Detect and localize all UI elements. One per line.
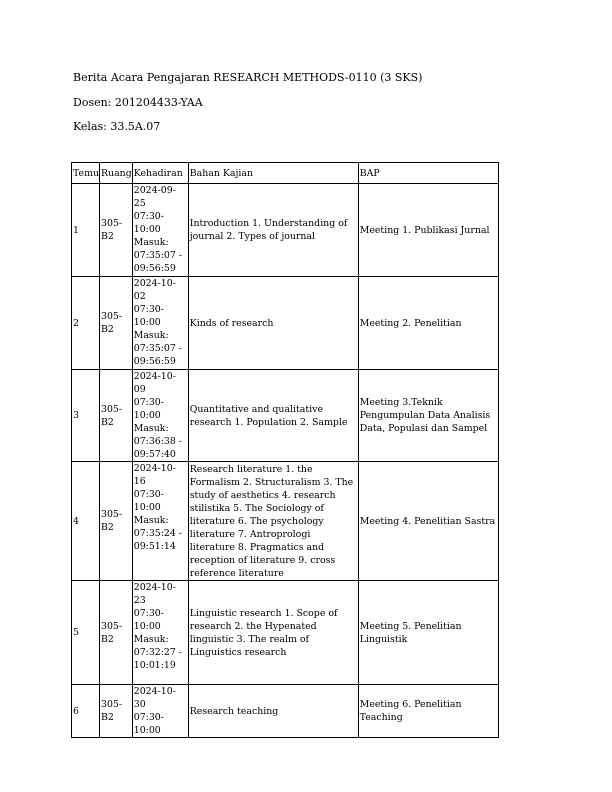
cell-bap: Meeting 4. Penelitian Sastra xyxy=(358,462,498,581)
kehadiran-line: 07:30- xyxy=(133,211,164,222)
cell-kehadiran xyxy=(132,581,188,685)
cell-ruang xyxy=(100,581,133,685)
cell-kehadiran xyxy=(132,462,188,581)
kehadiran-line: 07:35:07 - xyxy=(133,343,182,354)
kehadiran-line: 2024-10-02 xyxy=(133,278,176,302)
cell-bap: Meeting 3.Teknik Pengumpulan Data Analisis Data, Populasi dan Sampel xyxy=(358,370,498,462)
kehadiran-line: 09:57:40 xyxy=(133,449,176,460)
kehadiran-line: 10:00 xyxy=(133,725,161,736)
kehadiran-line: 2024-10-09 xyxy=(133,371,176,395)
cell-kehadiran xyxy=(132,370,188,462)
column-header-bahan-kajian: Bahan Kajian xyxy=(188,163,358,184)
cell-ruang xyxy=(100,370,133,462)
ruang-line: B2 xyxy=(101,416,114,428)
ruang-line: 305- xyxy=(101,218,123,229)
kehadiran-line: 10:00 xyxy=(133,224,161,235)
cell-bahan-kajian: Research literature 1. the Formalism 2. Structuralism 3. The study of aesthetics 4. research stilistika 5. The Sociology of literature 6. The psychology literature 7. Antroprologi literature 8. Pragmatics and reception of literature 9. cross reference literature xyxy=(188,462,358,581)
table-row xyxy=(72,581,499,685)
kehadiran-line: 07:30- xyxy=(133,608,164,619)
ruang-line: 305- xyxy=(101,620,123,632)
kehadiran-line: 07:30- xyxy=(133,304,164,315)
cell-bap: Meeting 6. Penelitian Teaching xyxy=(358,685,498,738)
ruang-line: 305- xyxy=(101,699,123,710)
cell-temu: 4 xyxy=(72,462,100,581)
cell-temu: 6 xyxy=(72,685,100,738)
cell-temu: 3 xyxy=(72,370,100,462)
kehadiran-line: 2024-10-23 xyxy=(133,582,176,606)
kehadiran-line: 07:30- xyxy=(133,489,164,500)
kehadiran-line: 07:32:27 - xyxy=(133,647,182,658)
ruang-line: 305- xyxy=(101,311,123,322)
ruang-line: B2 xyxy=(101,633,114,645)
kehadiran-line: 10:01:19 xyxy=(133,660,176,671)
column-header-ruang: Ruang xyxy=(100,163,133,184)
cell-temu: 2 xyxy=(72,277,100,370)
kehadiran-line: Masuk: xyxy=(133,330,169,341)
kehadiran-line: Masuk: xyxy=(133,634,169,645)
ruang-line: B2 xyxy=(101,522,114,533)
ruang-line: 305- xyxy=(101,403,123,415)
class-line: Kelas: 33.5A.07 xyxy=(73,120,161,133)
kehadiran-line: Masuk: xyxy=(133,423,169,434)
kehadiran-line: Masuk: xyxy=(133,515,169,526)
table-row xyxy=(72,184,499,277)
cell-temu: 1 xyxy=(72,184,100,277)
column-header-bap: BAP xyxy=(358,163,498,184)
cell-ruang xyxy=(100,462,133,581)
lecturer-line: Dosen: 201204433-YAA xyxy=(73,96,203,109)
table-row xyxy=(72,370,499,462)
cell-bahan-kajian: Linguistic research 1. Scope of research 2. the Hypenated linguistic 3. The realm of Linguistics research xyxy=(188,581,358,685)
ruang-line: B2 xyxy=(101,712,114,723)
attendance-table xyxy=(71,162,499,738)
kehadiran-line: 10:00 xyxy=(133,410,161,421)
table-row xyxy=(72,277,499,370)
cell-bahan-kajian: Quantitative and qualitative research 1. Population 2. Sample xyxy=(188,370,358,462)
cell-bahan-kajian: Kinds of research xyxy=(188,277,358,370)
kehadiran-line: 07:35:07 - xyxy=(133,250,182,261)
cell-kehadiran xyxy=(132,277,188,370)
cell-bahan-kajian: Research teaching xyxy=(188,685,358,738)
kehadiran-line: 10:00 xyxy=(133,621,161,632)
kehadiran-line: 10:00 xyxy=(133,502,161,513)
cell-bap: Meeting 5. Penelitian Linguistik xyxy=(358,581,498,685)
kehadiran-line: 07:35:24 - xyxy=(133,528,182,539)
kehadiran-line: 07:30- xyxy=(133,397,164,408)
kehadiran-line: 07:36:38 - xyxy=(133,436,182,447)
table-row xyxy=(72,462,499,581)
cell-kehadiran xyxy=(132,184,188,277)
cell-ruang xyxy=(100,277,133,370)
cell-bap: Meeting 1. Publikasi Jurnal xyxy=(358,184,498,277)
kehadiran-line: Masuk: xyxy=(133,237,169,248)
ruang-line: B2 xyxy=(101,324,114,335)
kehadiran-line: 10:00 xyxy=(133,317,161,328)
kehadiran-line: 2024-10-30 xyxy=(133,686,176,710)
kehadiran-line: 2024-10-16 xyxy=(133,463,176,487)
cell-bap: Meeting 2. Penelitian xyxy=(358,277,498,370)
table-header-row xyxy=(72,163,499,184)
kehadiran-line: 09:56:59 xyxy=(133,356,176,367)
ruang-line: B2 xyxy=(101,231,114,242)
column-header-kehadiran: Kehadiran xyxy=(132,163,188,184)
kehadiran-line: 09:56:59 xyxy=(133,263,176,274)
document-title: Berita Acara Pengajaran RESEARCH METHODS-0110 (3 SKS) xyxy=(73,71,423,84)
column-header-temu: Temu xyxy=(72,163,100,184)
cell-ruang xyxy=(100,685,133,738)
kehadiran-line: 09:51:14 xyxy=(133,541,176,552)
cell-ruang xyxy=(100,184,133,277)
cell-bahan-kajian: Introduction 1. Understanding of journal 2. Types of journal xyxy=(188,184,358,277)
cell-kehadiran xyxy=(132,685,188,738)
kehadiran-line: 2024-09-25 xyxy=(133,185,176,209)
cell-temu: 5 xyxy=(72,581,100,685)
kehadiran-line: 07:30- xyxy=(133,712,164,723)
ruang-line: 305- xyxy=(101,509,123,520)
table-row xyxy=(72,685,499,738)
